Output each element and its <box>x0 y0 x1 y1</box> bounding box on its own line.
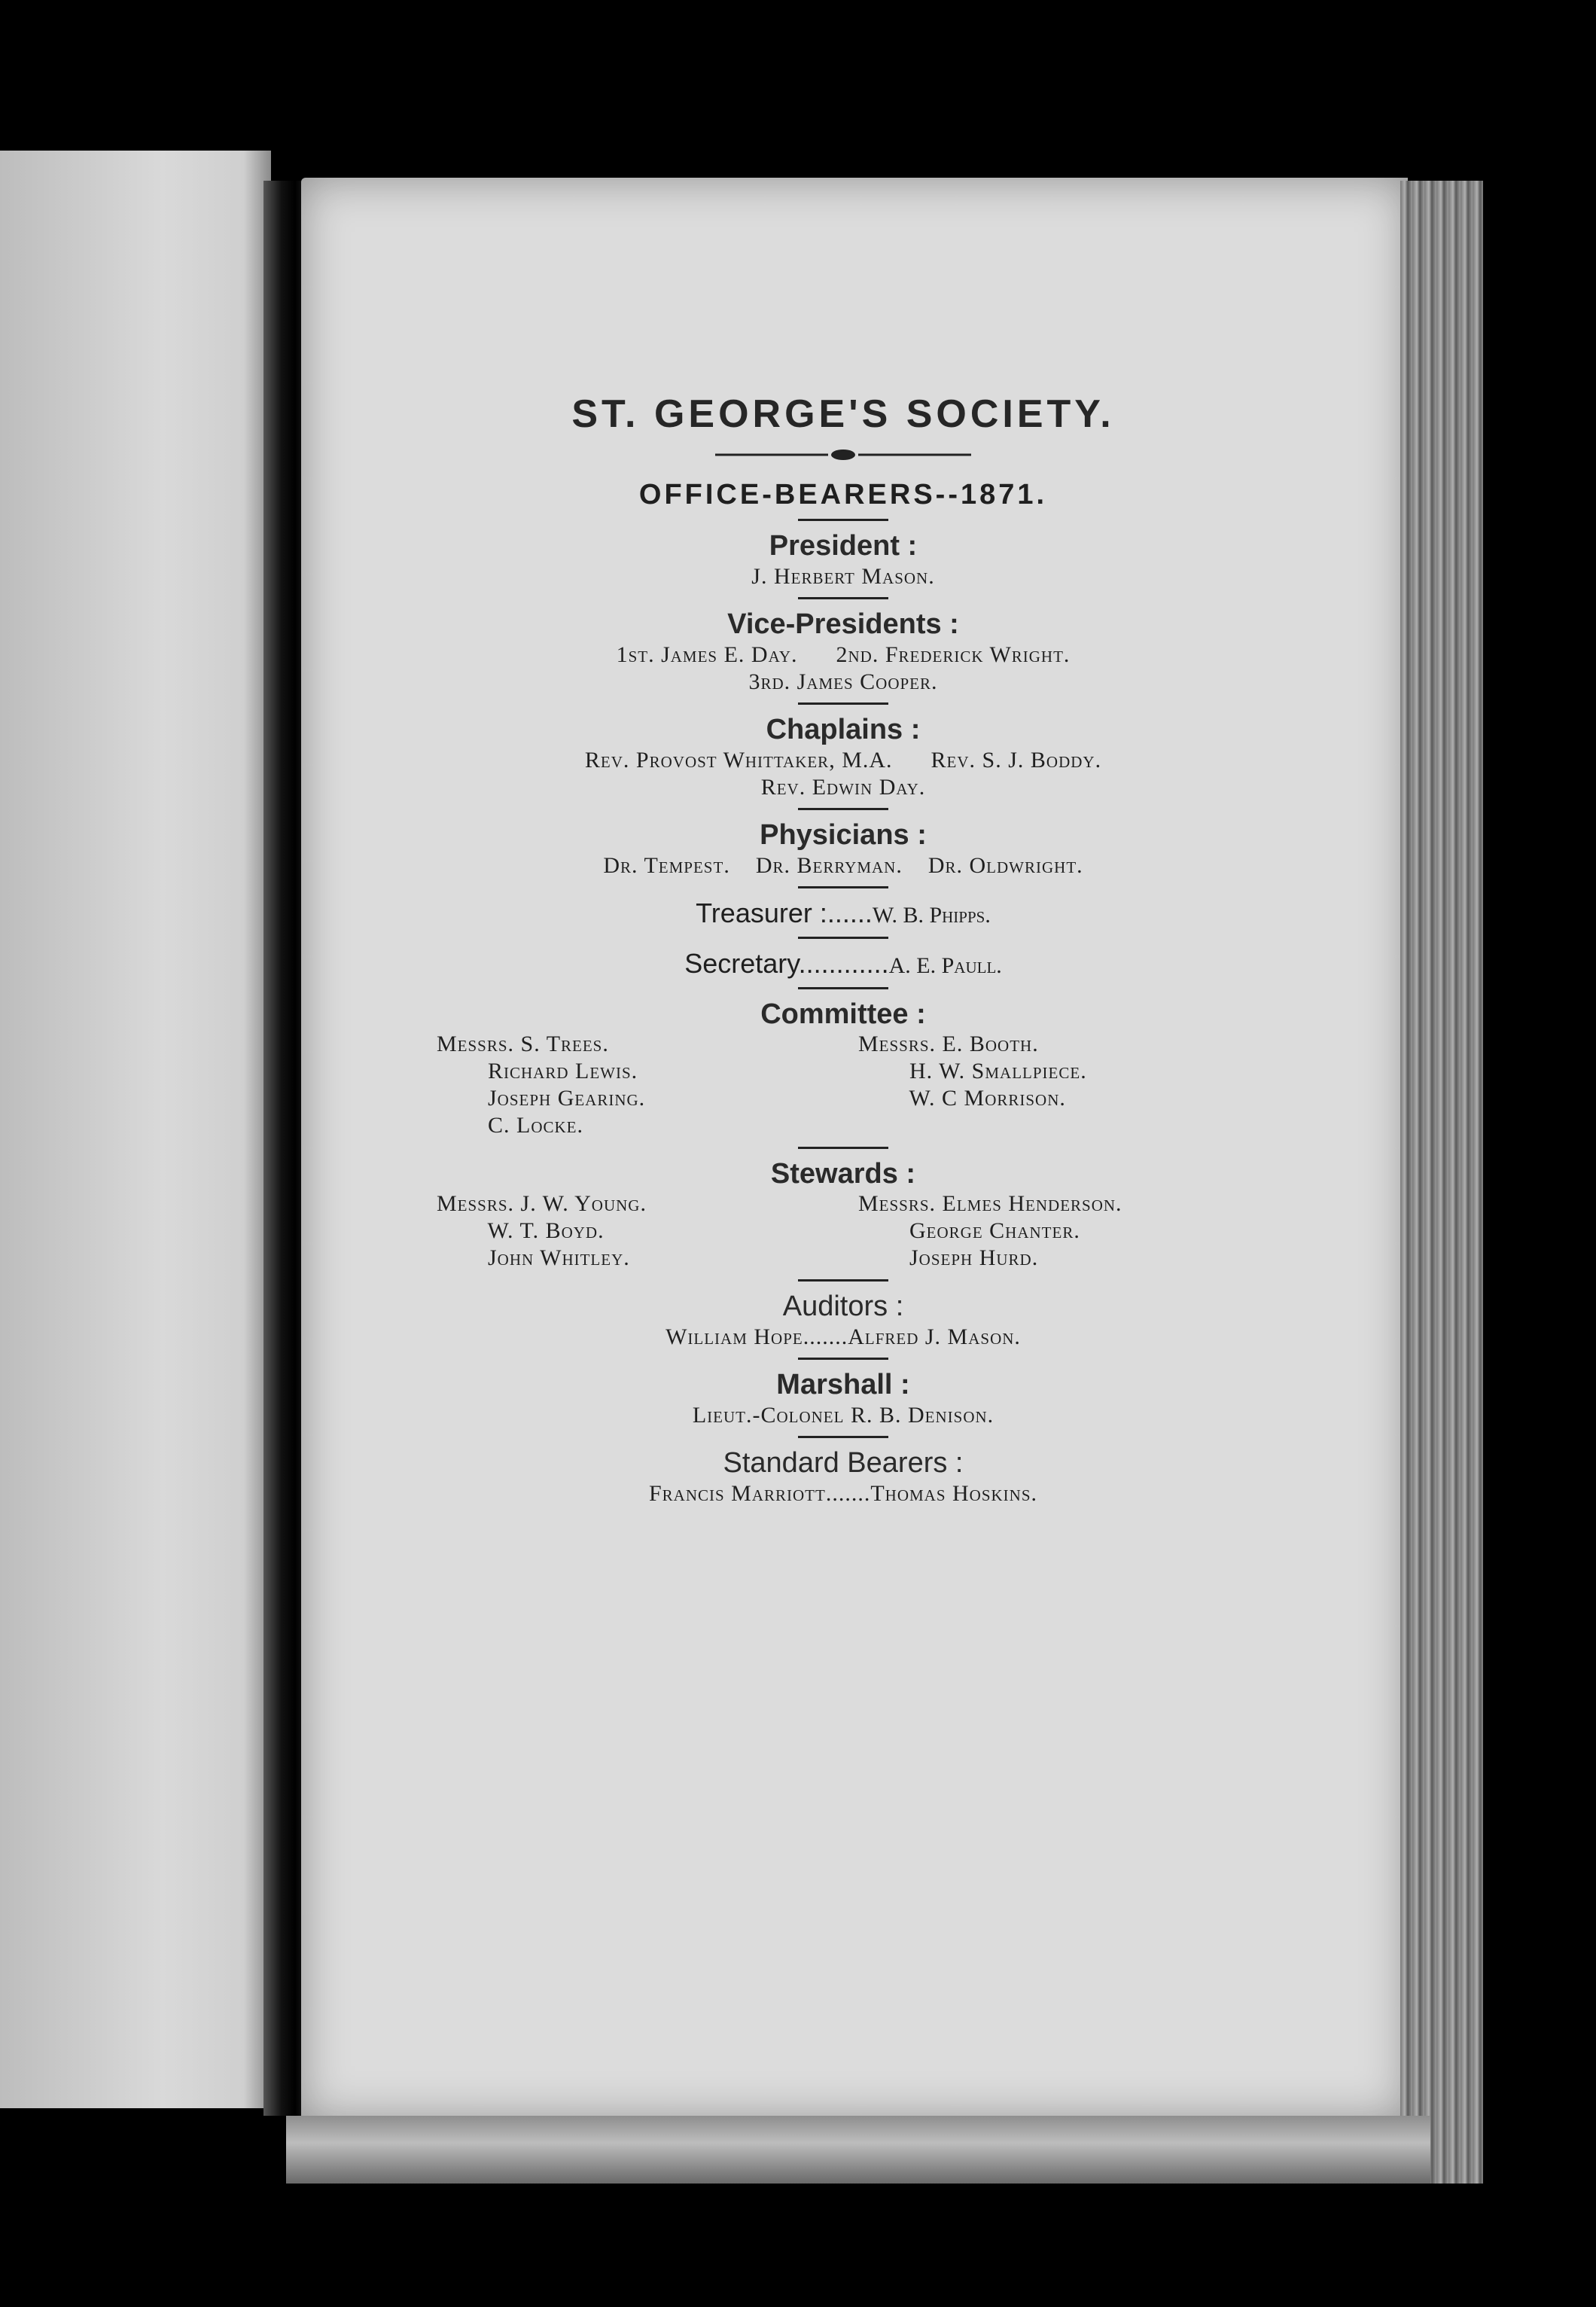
subtitle: OFFICE-BEARERS--1871. <box>638 479 1048 510</box>
marshall-heading: Marshall : <box>776 1369 910 1400</box>
steward-member: Joseph Hurd. <box>858 1245 1039 1270</box>
president-section <box>316 530 1370 590</box>
standard-bearers-heading: Standard Bearers : <box>723 1447 964 1479</box>
committee-member: Joseph Gearing. <box>437 1086 646 1111</box>
ornament-divider <box>715 447 971 462</box>
chaplains-section <box>316 714 1370 800</box>
standard-bearers-line: Francis Marriott.......Thomas Hoskins. <box>648 1481 1038 1506</box>
marshall-section <box>316 1369 1370 1428</box>
chaplains-heading: Chaplains : <box>766 714 921 745</box>
auditors-line: William Hope.......Alfred J. Mason. <box>666 1324 1021 1349</box>
divider <box>798 519 888 521</box>
committee-member: W. C Morrison. <box>858 1086 1066 1111</box>
bottom-page-edges <box>286 2116 1430 2184</box>
auditors-section <box>316 1291 1370 1350</box>
committee-section <box>316 998 1370 1139</box>
divider <box>798 937 888 939</box>
page-title: ST. GEORGE'S SOCIETY. <box>571 392 1115 436</box>
steward-member: John Whitley. <box>437 1245 630 1270</box>
vice-presidents-heading: Vice-Presidents : <box>727 608 959 640</box>
committee-heading: Committee : <box>760 998 926 1030</box>
committee-member: Richard Lewis. <box>437 1059 638 1083</box>
vice-presidents-line: 1st. James E. Day. 2nd. Frederick Wright. <box>616 642 1071 667</box>
president-heading: President : <box>769 530 918 562</box>
treasurer-row <box>316 898 1370 929</box>
vice-presidents-section <box>316 608 1370 695</box>
divider <box>798 702 888 705</box>
committee-columns <box>316 1031 1370 1139</box>
secretary-row <box>316 948 1370 980</box>
physicians-line: Dr. Tempest. Dr. Berryman. Dr. Oldwright. <box>603 853 1083 878</box>
steward-member: Messrs. Elmes Henderson. <box>858 1191 1122 1216</box>
steward-member: W. T. Boyd. <box>437 1218 605 1243</box>
divider <box>798 1436 888 1438</box>
divider <box>798 987 888 989</box>
divider <box>798 886 888 888</box>
president-name: J. Herbert Mason. <box>751 564 935 589</box>
treasurer-label: Treasurer :...... <box>696 898 873 928</box>
standard-bearers-section <box>316 1447 1370 1507</box>
steward-member: George Chanter. <box>858 1218 1080 1243</box>
page-edges <box>1400 181 1483 2184</box>
committee-member: Messrs. E. Booth. <box>858 1032 1039 1056</box>
stewards-columns <box>316 1190 1370 1272</box>
committee-member: H. W. Smallpiece. <box>858 1059 1087 1083</box>
committee-member: Messrs. S. Trees. <box>437 1032 609 1056</box>
divider <box>798 808 888 810</box>
secretary-label: Secretary............ <box>684 948 889 979</box>
treasurer-name: W. B. Phipps. <box>872 903 991 928</box>
committee-member <box>858 1113 1250 1138</box>
physicians-heading: Physicians : <box>760 819 927 851</box>
auditors-heading: Auditors : <box>782 1291 904 1322</box>
left-page <box>0 151 271 2108</box>
steward-member: Messrs. J. W. Young. <box>437 1191 647 1216</box>
marshall-line: Lieut.-Colonel R. B. Denison. <box>692 1403 994 1428</box>
vice-presidents-line: 3rd. James Cooper. <box>748 669 938 694</box>
divider <box>798 597 888 599</box>
physicians-section <box>316 819 1370 879</box>
chaplains-line: Rev. Edwin Day. <box>760 775 926 800</box>
stewards-section <box>316 1158 1370 1272</box>
committee-member: C. Locke. <box>437 1113 584 1138</box>
divider <box>798 1147 888 1149</box>
page-content <box>316 392 1370 1511</box>
secretary-name: A. E. Paull. <box>888 953 1002 978</box>
stewards-heading: Stewards : <box>770 1158 916 1190</box>
divider <box>798 1358 888 1360</box>
chaplains-line: Rev. Provost Whittaker, M.A. Rev. S. J. Boddy. <box>584 748 1102 773</box>
divider <box>798 1279 888 1281</box>
